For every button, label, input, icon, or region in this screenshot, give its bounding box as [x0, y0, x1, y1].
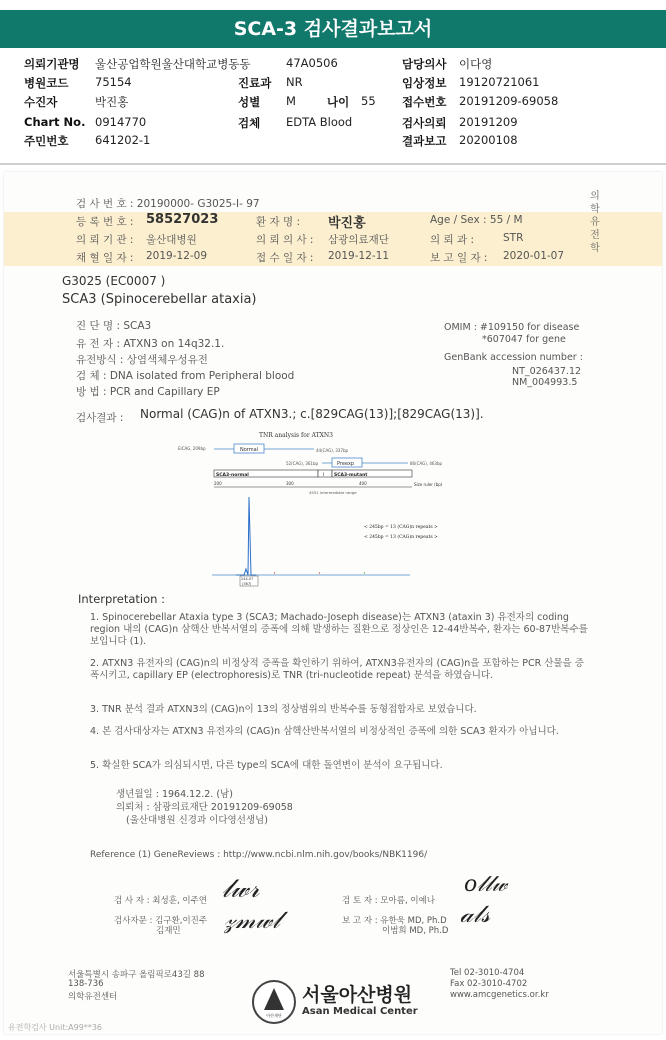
reviewer-signature: o𝓁𝓁𝓌	[464, 872, 508, 897]
noise-mark	[319, 572, 320, 574]
address-2: 138-736	[68, 979, 104, 989]
reg-number: 58527023	[146, 212, 219, 227]
fig-normal-label: Normal	[240, 447, 259, 453]
method: 방 법 : PCR and Capillary EP	[76, 386, 220, 398]
scanned-report	[4, 172, 662, 1034]
header-value: 75154	[95, 75, 132, 89]
website: www.amcgenetics.or.kr	[450, 990, 549, 1000]
header-value: M	[286, 94, 296, 108]
reporter-2: 이범희 MD, Ph.D	[382, 926, 449, 936]
birth-date: 생년월일 : 1964.12.2. (남)	[116, 789, 233, 800]
genbank-label: GenBank accession number :	[444, 352, 583, 363]
interp-4: 4. 본 검사대상자는 ATXN3 유전자의 (CAG)n 삼핵산반복서열의 비정상적인 증폭에 의한 SCA3 환자가 아닙니다.	[90, 726, 559, 737]
fig-sca3-normal: SCA3-normal	[216, 473, 249, 478]
peak	[236, 497, 256, 575]
client: 의뢰처 : 삼광의료재단 20191209-69058	[116, 802, 293, 813]
header-label: 나이	[327, 95, 350, 109]
genbank-nm: NM_004993.5	[512, 377, 578, 388]
noise-mark	[274, 572, 275, 574]
interp-3: 3. TNR 분석 결과 ATXN3의 (CAG)n이 13의 정상범위의 반복수를 동형접합자로 보였습니다.	[90, 704, 477, 715]
doctor-value: 삼광의료재단	[328, 234, 389, 246]
tel: Tel 02-3010-4704	[450, 968, 525, 978]
header-divider	[0, 163, 666, 165]
address-3: 의학유전센터	[68, 992, 118, 1002]
header-value: EDTA Blood	[286, 115, 353, 129]
header-label: 담당의사	[402, 57, 447, 71]
header-label: 수진자	[24, 95, 58, 109]
inst-value: 울산대병원	[146, 234, 197, 246]
patient-label: 환 자 명 :	[256, 216, 300, 228]
collect-label: 채 혈 일 자 :	[76, 252, 134, 264]
fig-label-86: 86(CAG), 463bp	[410, 461, 443, 466]
header-value: 20191209-69058	[459, 94, 559, 108]
header-label: 검체	[238, 116, 261, 130]
header-value: NR	[286, 75, 303, 89]
hospital-name-en: Asan Medical Center	[302, 1006, 418, 1017]
receipt-date: 2019-12-11	[328, 250, 390, 262]
header-label: 결과보고	[402, 134, 447, 148]
asan-logo	[252, 980, 296, 1024]
header-value: 울산공업학원울산대학교병동동	[95, 57, 251, 71]
fig-sca3-mutant: SCA3-mutant	[334, 473, 368, 478]
doctor-label: 의 뢰 의 사 :	[256, 234, 314, 246]
fig-annotation-1: < 245bp = 13 (CAG)n repeats >	[364, 525, 438, 530]
interpretation-title: Interpretation :	[78, 592, 165, 606]
header-label: 주민번호	[24, 134, 69, 148]
result-label: 검사결과 :	[76, 412, 124, 424]
peak-label-1: 244.07	[241, 577, 254, 581]
reference: Reference (1) GeneReviews : http://www.ncbi.nlm.nih.gov/books/NBK1196/	[90, 850, 428, 860]
header-value: 47A0506	[286, 56, 338, 70]
reg-label: 등 록 번 호 :	[76, 216, 134, 228]
header-label: 의뢰기관명	[24, 57, 80, 71]
peak-label-2: (367)	[242, 582, 252, 586]
advisor-2: 김재민	[156, 926, 181, 936]
fig-label-44: 44(CAG), 337bp	[316, 448, 349, 453]
collect-date: 2019-12-09	[146, 250, 208, 262]
header-label: 검사의뢰	[402, 116, 447, 130]
interp-5: 5. 확실한 SCA가 의심되시면, 다른 type의 SCA에 대한 돌연변이 분석이 요구됩니다.	[90, 760, 443, 771]
omim-gene: *607047 for gene	[482, 334, 566, 345]
noise-mark	[364, 572, 365, 574]
header-value: 19120721061	[459, 75, 540, 89]
header-label: Chart No.	[24, 115, 86, 129]
header-value: 20200108	[459, 133, 518, 147]
reporter-signature: 𝒶𝓁𝓈	[460, 900, 490, 928]
asan-logo-mark	[254, 982, 294, 1022]
report-date: 2020-01-07	[503, 250, 565, 262]
specimen: 검 체 : DNA isolated from Peripheral blood	[76, 370, 295, 382]
test-code: G3025 (EC0007 )	[62, 274, 166, 288]
header-label: 접수번호	[402, 95, 447, 109]
interp-2: 2. ATXN3 유전자의 (CAG)n의 비정상적 증폭을 확인하기 위하여, ATXN3유전자의 (CAG)n을 포함하는 PCR 산물을 증폭시키고, capillary EP (electrophoresis)로 TNR (tri-nucleotide repeat) 분석을 하였습니다.	[90, 658, 584, 681]
address-1: 서울특별시 송파구 올림픽로43길 88	[68, 970, 205, 980]
hospital-name-ko: 서울아산병원	[302, 984, 413, 1006]
reporter: 보 고 자 : 유한욱 MD, Ph.D	[342, 916, 447, 926]
figure-title: TNR analysis for ATXN3	[259, 432, 333, 439]
age-sex: Age / Sex : 55 / M	[430, 214, 523, 226]
advisor: 검사자문 : 김구환,이진주	[114, 916, 208, 926]
fig-tick-300: 300	[286, 481, 294, 486]
fig-size-ruler: Size ruler (bp)	[414, 482, 443, 487]
side-label: 의학유전학	[590, 191, 600, 254]
inst-label: 의 뢰 기 관 :	[76, 234, 134, 246]
examiner: 검 사 자 : 최성훈, 이주연	[114, 896, 207, 906]
header-label: 병원코드	[24, 76, 69, 90]
examiner-signature: 𝓁𝓌𝓇	[222, 874, 260, 904]
tnr-figure	[174, 427, 474, 587]
patient-header	[0, 54, 666, 154]
header-value: 55	[361, 94, 376, 108]
exam-number: 검 사 번 호 : 20190000- G3025-I- 97	[76, 198, 260, 210]
receipt-label: 접 수 일 자 :	[256, 252, 314, 264]
header-label: 성별	[238, 95, 261, 109]
header-label: 임상정보	[402, 76, 447, 90]
fig-i: I	[323, 473, 325, 478]
header-value: 이다영	[459, 57, 493, 71]
highlight-band-right	[619, 212, 662, 266]
header-value: 641202-1	[95, 133, 151, 147]
svg-text:아산재단: 아산재단	[266, 1013, 282, 1018]
fig-label-normal-size: EICAG, 209bp	[178, 446, 206, 451]
header-value: 0914770	[95, 115, 147, 129]
interp-1: 1. Spinocerebellar Ataxia type 3 (SCA3; Machado-Joseph disease)는 ATXN3 (ataxin 3) 유전자의 coding region 내의 (CAG)n 삼핵산 반복서열의 증폭에 의해 발생하는 질환으로 정상인은 12-44반복수, 환자는 60-87반복수를 보입니다 (1).	[90, 612, 588, 647]
result-value: Normal (CAG)n of ATXN3.; c.[829CAG(13)];[829CAG(13)].	[140, 407, 484, 421]
header-value: 박진홍	[95, 95, 129, 109]
test-name: SCA3 (Spinocerebellar ataxia)	[62, 292, 257, 307]
fig-preexp-label: Preexp	[337, 461, 355, 467]
patient-name: 박진홍	[328, 216, 366, 231]
fig-label-52: 52(CAG), 361bp	[286, 461, 319, 466]
header-label: 진료과	[238, 76, 272, 90]
fig-intermediate: 4551 intermediate range	[309, 490, 357, 495]
report-label: 보 고 일 자 :	[430, 252, 488, 264]
omim-disease: OMIM : #109150 for disease	[444, 322, 580, 333]
request-value: STR	[503, 232, 524, 244]
fax: Fax 02-3010-4702	[450, 979, 528, 989]
diagnosis: 진 단 명 : SCA3	[76, 320, 152, 332]
advisor-signature: 𝓏𝓂𝓌𝓁	[224, 906, 281, 934]
client-detail: (울산대병원 신경과 이다영선생님)	[126, 815, 268, 826]
reviewer: 검 토 자 : 모아름, 이예나	[342, 896, 435, 906]
genbank-nt: NT_026437.12	[512, 366, 582, 377]
fig-tick-200: 200	[214, 481, 222, 486]
footer-unit: 유전학검사 Unit:A99**36	[8, 1023, 102, 1032]
intermediate-bar	[318, 470, 332, 477]
request-label: 의 뢰 과 :	[430, 234, 474, 246]
report-title: SCA-3 검사결과보고서	[0, 10, 666, 48]
inheritance: 유전방식 : 상염색체우성유전	[76, 354, 208, 366]
gene: 유 전 자 : ATXN3 on 14q32.1.	[76, 338, 225, 350]
fig-tick-400: 400	[359, 481, 367, 486]
fig-annotation-2: < 245bp = 13 (CAG)n repeats >	[364, 535, 438, 540]
header-value: 20191209	[459, 115, 518, 129]
